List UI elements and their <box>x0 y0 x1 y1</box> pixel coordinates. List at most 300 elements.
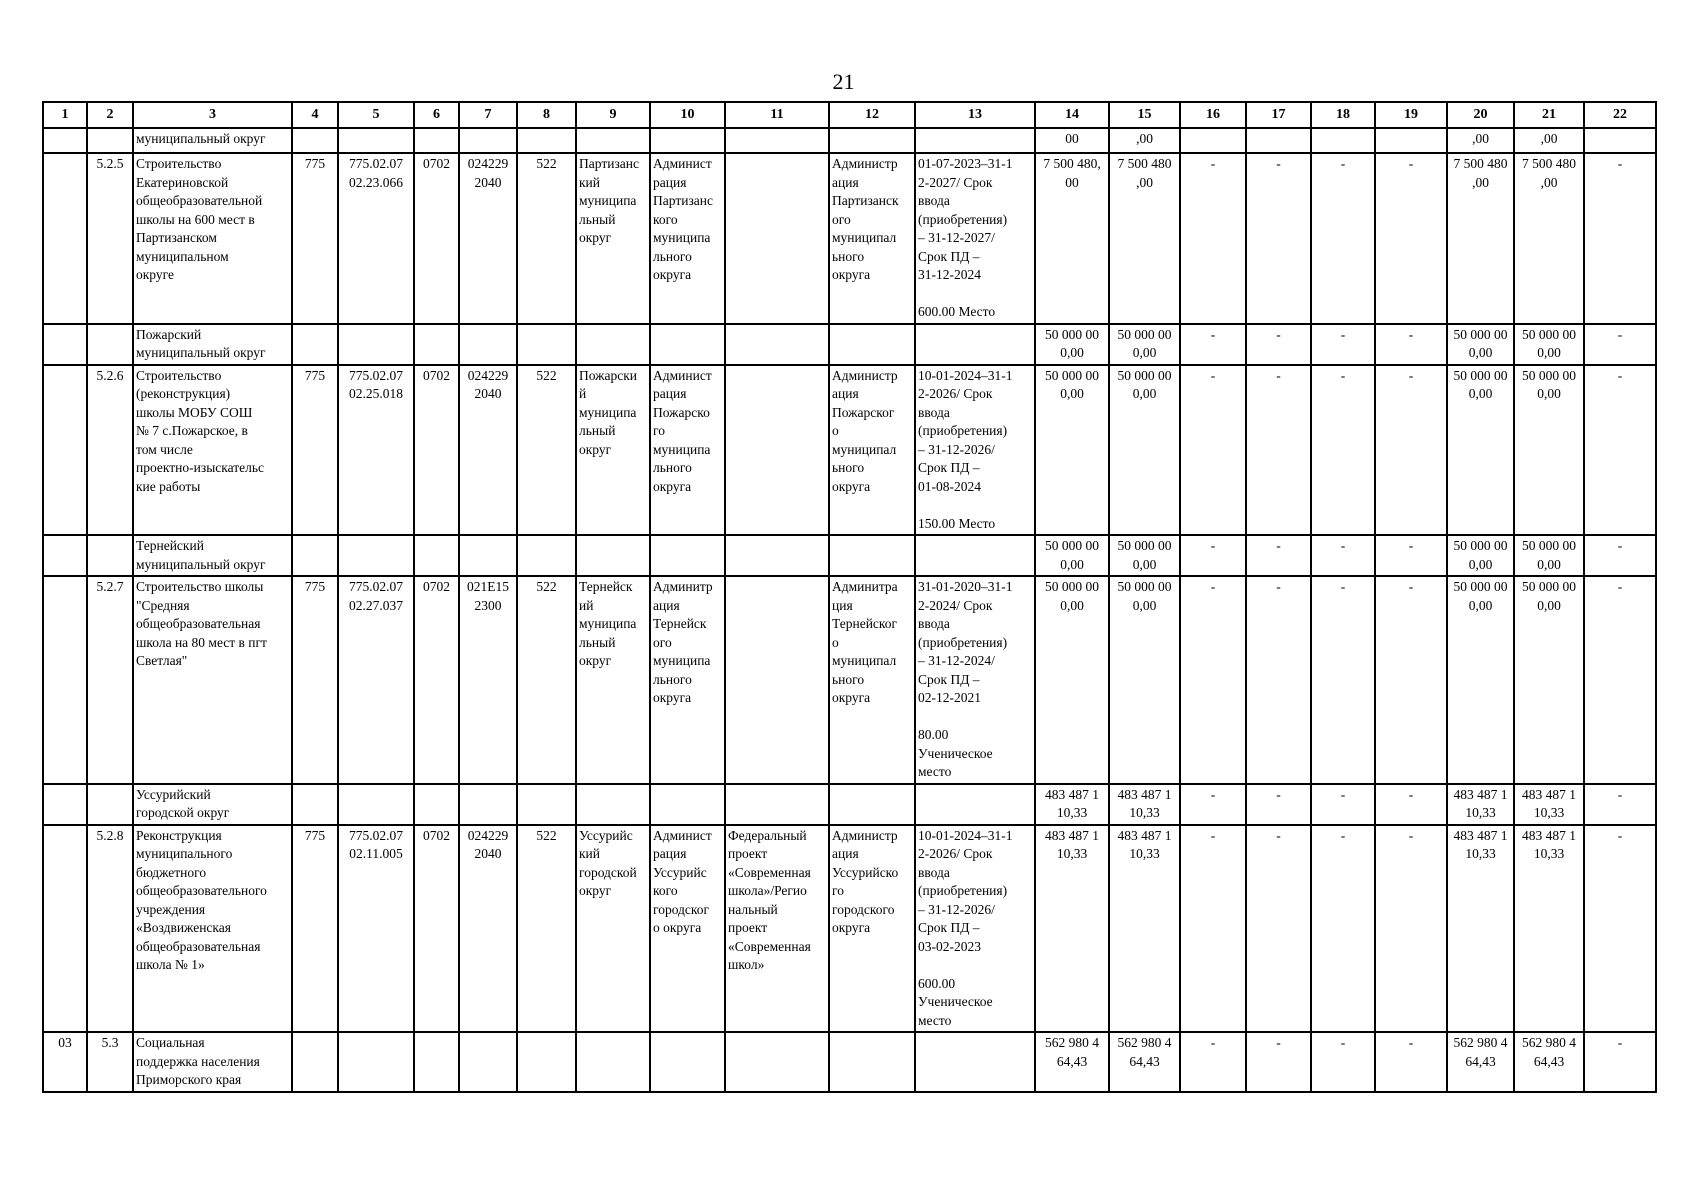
cell-col-11 <box>725 365 829 536</box>
cell-line: ,00 <box>1136 131 1153 146</box>
column-header: 4 <box>292 102 338 128</box>
cell-col-3 <box>133 825 292 1033</box>
cell-col-18: - <box>1311 576 1375 784</box>
cell-col-16: - <box>1180 535 1246 576</box>
cell-line: 50 000 00 <box>1117 538 1172 553</box>
cell-line: 50 000 00 <box>1522 538 1576 553</box>
cell-line: 50 000 00 <box>1045 326 1099 342</box>
cell-line: Срок ПД – <box>918 248 980 264</box>
cell-line: 483 487 1 <box>1522 827 1576 843</box>
cell-line: ация <box>832 846 859 861</box>
cell-line: Реконструкция <box>136 827 222 843</box>
cell-col-15 <box>1109 153 1180 324</box>
cell-col-8 <box>517 128 576 153</box>
cell-col-22: - <box>1584 1032 1656 1092</box>
cell-line: Админитра <box>832 579 898 594</box>
column-header: 21 <box>1514 102 1584 128</box>
cell-line: 483 487 1 <box>1117 827 1172 843</box>
cell-line: общеобразовательного <box>136 883 267 898</box>
cell-line: льного <box>653 460 692 475</box>
column-header: 8 <box>517 102 576 128</box>
cell-col-12 <box>829 128 915 153</box>
cell-line: 03-02-2023 <box>918 938 981 954</box>
cell-line: 600.00 <box>918 975 956 991</box>
cell-col-2: 5.2.6 <box>87 365 133 536</box>
cell-col-4: 775 <box>292 153 338 324</box>
cell-col-21 <box>1514 324 1584 365</box>
cell-col-13 <box>915 153 1035 324</box>
cell-line: муниципальном <box>136 248 229 264</box>
cell-line: 50 000 00 <box>1045 367 1099 383</box>
cell-line: проект <box>728 920 768 935</box>
cell-col-4: 775 <box>292 825 338 1033</box>
cell-line: городской <box>579 864 637 880</box>
cell-line: кого <box>653 211 678 227</box>
cell-col-22: - <box>1584 825 1656 1033</box>
cell-line: 10,33 <box>1465 805 1496 820</box>
cell-line: ьного <box>832 460 865 475</box>
column-header: 2 <box>87 102 133 128</box>
cell-col-15 <box>1109 784 1180 825</box>
cell-line: 7 500 480 <box>1117 156 1172 171</box>
cell-line: 2040 <box>474 846 502 861</box>
cell-col-1 <box>43 576 87 784</box>
cell-col-16: - <box>1180 576 1246 784</box>
cell-col-16: - <box>1180 784 1246 825</box>
cell-line: проектно-изыскательс <box>136 460 265 475</box>
cell-col-2 <box>87 535 133 576</box>
cell-col-6 <box>414 784 459 825</box>
cell-col-8: 522 <box>517 153 576 324</box>
cell-line: Уссурийс <box>653 864 707 880</box>
cell-line: 562 980 4 <box>1522 1035 1576 1050</box>
cell-line: 50 000 00 <box>1453 367 1508 383</box>
cell-col-20 <box>1447 324 1514 365</box>
cell-col-16: - <box>1180 825 1246 1033</box>
cell-col-10 <box>650 324 725 365</box>
cell-line: 50 000 00 <box>1117 579 1172 594</box>
cell-col-16 <box>1180 128 1246 153</box>
cell-line: – 31-12-2026/ <box>918 901 995 917</box>
cell-col-5 <box>338 128 414 153</box>
cell-line: 2040 <box>474 174 502 190</box>
cell-col-19: - <box>1375 825 1447 1033</box>
cell-col-19: - <box>1375 365 1447 536</box>
cell-col-13 <box>915 825 1035 1033</box>
cell-col-11 <box>725 1032 829 1092</box>
cell-line: муниципального <box>136 846 233 861</box>
cell-col-7 <box>459 153 517 324</box>
cell-col-5 <box>338 576 414 784</box>
cell-col-7 <box>459 576 517 784</box>
cell-line: округа <box>653 267 692 282</box>
cell-col-4: 775 <box>292 365 338 536</box>
cell-line: 02.23.066 <box>349 174 403 190</box>
cell-col-3 <box>133 784 292 825</box>
cell-line: 775.02.07 <box>349 827 403 843</box>
cell-col-20 <box>1447 365 1514 536</box>
cell-col-3 <box>133 535 292 576</box>
table-row <box>43 128 1656 153</box>
cell-line: 00 <box>1065 131 1079 146</box>
cell-col-18: - <box>1311 365 1375 536</box>
cell-col-7 <box>459 365 517 536</box>
cell-col-6 <box>414 324 459 365</box>
cell-line: 483 487 1 <box>1522 786 1576 802</box>
cell-line: муниципа <box>579 404 637 420</box>
cell-line: – 31-12-2026/ <box>918 441 995 457</box>
cell-col-15 <box>1109 324 1180 365</box>
cell-line: Админист <box>653 156 712 171</box>
table-row <box>43 576 1656 784</box>
cell-line: Админист <box>653 827 712 843</box>
cell-col-3 <box>133 1032 292 1092</box>
cell-col-22: - <box>1584 535 1656 576</box>
cell-col-13 <box>915 365 1035 536</box>
cell-line: 0,00 <box>1468 556 1493 572</box>
column-header: 10 <box>650 102 725 128</box>
cell-line: 024229 <box>467 827 509 843</box>
cell-col-19: - <box>1375 784 1447 825</box>
cell-col-17 <box>1246 128 1311 153</box>
table-row <box>43 324 1656 365</box>
cell-line: 2-2026/ Срок <box>918 386 993 401</box>
cell-line: школы МОБУ СОШ <box>136 404 253 420</box>
cell-line: Тернейск <box>653 616 707 631</box>
cell-line: (реконструкция) <box>136 386 231 401</box>
cell-line: 64,43 <box>1056 1053 1088 1069</box>
table-row <box>43 1032 1656 1092</box>
cell-col-10 <box>650 825 725 1033</box>
cell-col-1 <box>43 128 87 153</box>
cell-line: 02.11.005 <box>349 846 403 861</box>
cell-line: муниципальный округ <box>136 556 266 572</box>
cell-line: 50 000 00 <box>1117 367 1172 383</box>
cell-line: общеобразовательная <box>136 616 261 631</box>
cell-col-21 <box>1514 576 1584 784</box>
cell-col-12 <box>829 153 915 324</box>
cell-col-10 <box>650 128 725 153</box>
cell-col-9 <box>576 784 650 825</box>
cell-col-14 <box>1035 365 1109 536</box>
column-header: 11 <box>725 102 829 128</box>
cell-col-19 <box>1375 128 1447 153</box>
column-header: 20 <box>1447 102 1514 128</box>
cell-col-22: - <box>1584 576 1656 784</box>
cell-line: рация <box>653 846 687 861</box>
cell-line: 024229 <box>467 156 509 171</box>
cell-line: 10,33 <box>1056 805 1088 820</box>
cell-col-8: 522 <box>517 825 576 1033</box>
cell-line: "Средняя <box>136 597 190 613</box>
cell-line: ввода <box>918 193 950 208</box>
cell-line: Пожарског <box>832 404 895 420</box>
cell-line: Партизанс <box>653 193 713 208</box>
cell-line: место <box>918 764 952 779</box>
cell-col-17: - <box>1246 365 1311 536</box>
cell-line: 0,00 <box>1060 345 1084 360</box>
cell-col-5 <box>338 153 414 324</box>
cell-col-17: - <box>1246 535 1311 576</box>
cell-line: Ученическое <box>918 745 993 761</box>
cell-line: ация <box>832 386 859 401</box>
column-header: 22 <box>1584 102 1656 128</box>
cell-col-22: - <box>1584 324 1656 365</box>
cell-col-17: - <box>1246 825 1311 1033</box>
cell-line: муниципа <box>653 441 711 457</box>
cell-line: 01-08-2024 <box>918 478 981 494</box>
cell-col-8 <box>517 1032 576 1092</box>
cell-line: 562 980 4 <box>1453 1035 1508 1050</box>
cell-line: льный <box>579 211 616 227</box>
cell-line: ,00 <box>1136 174 1153 190</box>
cell-line: кие работы <box>136 478 201 494</box>
cell-line: 50 000 00 <box>1522 367 1576 383</box>
cell-line: ий <box>579 597 594 613</box>
cell-line: 775.02.07 <box>349 579 403 594</box>
cell-col-13 <box>915 128 1035 153</box>
cell-line <box>918 496 1032 515</box>
cell-line: 483 487 1 <box>1045 827 1099 843</box>
cell-col-6: 0702 <box>414 365 459 536</box>
cell-line: 50 000 00 <box>1117 326 1172 342</box>
cell-line: о округа <box>653 920 702 935</box>
cell-col-15 <box>1109 365 1180 536</box>
cell-line: Партизанском <box>136 230 217 245</box>
cell-col-18: - <box>1311 153 1375 324</box>
cell-col-19: - <box>1375 1032 1447 1092</box>
cell-line: ввода <box>918 864 950 880</box>
cell-line: кого <box>653 883 678 898</box>
cell-line: муниципа <box>653 230 711 245</box>
cell-line: муниципа <box>579 616 637 631</box>
cell-line: муниципал <box>832 230 897 245</box>
cell-col-8: 522 <box>517 365 576 536</box>
cell-line: о <box>832 423 839 438</box>
column-header: 3 <box>133 102 292 128</box>
cell-col-2: 5.3 <box>87 1032 133 1092</box>
cell-col-6: 0702 <box>414 825 459 1033</box>
cell-col-4 <box>292 784 338 825</box>
cell-line: «Современная <box>728 864 811 880</box>
cell-line: 50 000 00 <box>1045 579 1099 594</box>
cell-col-17: - <box>1246 784 1311 825</box>
cell-line: Админитр <box>653 579 713 594</box>
cell-line: муниципальный округ <box>136 131 266 146</box>
cell-line: 02.27.037 <box>349 597 403 613</box>
cell-col-16: - <box>1180 324 1246 365</box>
cell-line: рация <box>653 386 687 401</box>
cell-line: Тернейског <box>832 616 898 631</box>
cell-col-15 <box>1109 825 1180 1033</box>
cell-line: учреждения <box>136 901 206 917</box>
cell-line: № 7 с.Пожарское, в <box>136 423 248 438</box>
cell-line: 10-01-2024–31-1 <box>918 827 1013 843</box>
cell-col-16: - <box>1180 1032 1246 1092</box>
cell-line: 64,43 <box>1465 1053 1496 1069</box>
cell-line: 150.00 Место <box>918 515 996 531</box>
cell-col-9 <box>576 365 650 536</box>
cell-col-2: 5.2.5 <box>87 153 133 324</box>
cell-line: 80.00 <box>918 727 949 742</box>
cell-line: проект <box>728 846 768 861</box>
cell-col-21 <box>1514 365 1584 536</box>
column-header: 14 <box>1035 102 1109 128</box>
cell-col-11 <box>725 128 829 153</box>
cell-line: общеобразовательная <box>136 938 261 954</box>
cell-col-5 <box>338 365 414 536</box>
cell-line: 01-07-2023–31-1 <box>918 156 1013 171</box>
cell-line: 775.02.07 <box>349 156 403 171</box>
cell-col-21 <box>1514 1032 1584 1092</box>
cell-line: 10,33 <box>1533 846 1565 861</box>
cell-col-21 <box>1514 535 1584 576</box>
cell-line: Пожарско <box>653 404 710 420</box>
cell-col-3 <box>133 128 292 153</box>
cell-line: школ» <box>728 957 765 972</box>
column-header: 5 <box>338 102 414 128</box>
cell-col-7 <box>459 535 517 576</box>
cell-line: 0,00 <box>1537 597 1561 613</box>
cell-col-8: 522 <box>517 576 576 784</box>
cell-col-22 <box>1584 128 1656 153</box>
cell-col-5 <box>338 324 414 365</box>
cell-line: Тернейский <box>136 538 204 553</box>
cell-col-13 <box>915 1032 1035 1092</box>
cell-line: 10,33 <box>1056 846 1088 861</box>
cell-col-19: - <box>1375 576 1447 784</box>
cell-col-12 <box>829 535 915 576</box>
cell-col-7 <box>459 784 517 825</box>
cell-col-2 <box>87 128 133 153</box>
cell-col-17: - <box>1246 1032 1311 1092</box>
cell-line: муниципа <box>579 193 637 208</box>
cell-col-20 <box>1447 576 1514 784</box>
cell-line: кий <box>579 174 601 190</box>
cell-line: Федеральный <box>728 827 807 843</box>
cell-line: ,00 <box>1540 174 1558 190</box>
cell-line: округа <box>832 690 871 705</box>
cell-line: Админист <box>653 367 712 383</box>
cell-col-2 <box>87 324 133 365</box>
cell-col-4 <box>292 1032 338 1092</box>
cell-col-8 <box>517 784 576 825</box>
cell-col-9 <box>576 535 650 576</box>
cell-line: 024229 <box>467 367 509 383</box>
cell-line: 31-12-2024 <box>918 267 981 282</box>
cell-col-19: - <box>1375 153 1447 324</box>
cell-col-4: 775 <box>292 576 338 784</box>
cell-line: поддержка населения <box>136 1053 260 1069</box>
cell-line: 2300 <box>474 597 502 613</box>
cell-line <box>918 708 1032 727</box>
cell-line: округ <box>579 653 612 668</box>
cell-line: льный <box>579 423 616 438</box>
cell-line: городского <box>832 901 895 917</box>
cell-col-16: - <box>1180 365 1246 536</box>
cell-line: 2040 <box>474 386 502 401</box>
cell-col-16: - <box>1180 153 1246 324</box>
cell-col-15 <box>1109 128 1180 153</box>
column-header: 19 <box>1375 102 1447 128</box>
cell-col-12 <box>829 825 915 1033</box>
cell-col-20 <box>1447 535 1514 576</box>
cell-line: ,00 <box>1472 174 1489 190</box>
cell-col-21 <box>1514 153 1584 324</box>
cell-col-12 <box>829 784 915 825</box>
cell-line: 2-2026/ Срок <box>918 846 993 861</box>
cell-line: 021E15 <box>467 579 509 594</box>
cell-line: 0,00 <box>1468 386 1493 401</box>
cell-col-15 <box>1109 576 1180 784</box>
cell-col-13 <box>915 535 1035 576</box>
cell-col-11 <box>725 576 829 784</box>
cell-line: го <box>832 883 844 898</box>
cell-col-10 <box>650 1032 725 1092</box>
cell-col-2 <box>87 784 133 825</box>
cell-col-13 <box>915 576 1035 784</box>
cell-line: 00 <box>1065 174 1079 190</box>
cell-col-14 <box>1035 535 1109 576</box>
cell-line: 0,00 <box>1060 386 1084 401</box>
cell-col-14 <box>1035 1032 1109 1092</box>
cell-line: ввода <box>918 404 950 420</box>
cell-col-11 <box>725 825 829 1033</box>
cell-line: 0,00 <box>1537 556 1561 572</box>
cell-col-8 <box>517 535 576 576</box>
table-row <box>43 153 1656 324</box>
cell-line: школа»/Регио <box>728 883 807 898</box>
cell-line: Ученическое <box>918 994 993 1009</box>
cell-line: 10-01-2024–31-1 <box>918 367 1013 383</box>
cell-col-5 <box>338 784 414 825</box>
cell-col-3 <box>133 576 292 784</box>
cell-col-9 <box>576 576 650 784</box>
cell-line: 0,00 <box>1132 345 1157 360</box>
cell-col-20 <box>1447 784 1514 825</box>
cell-line: муниципальный округ <box>136 345 266 360</box>
cell-line: городской округ <box>136 805 230 820</box>
cell-line: ация <box>832 174 859 190</box>
cell-line: 0,00 <box>1537 386 1561 401</box>
table-row <box>43 825 1656 1033</box>
cell-col-3 <box>133 365 292 536</box>
cell-line: 10,33 <box>1533 805 1565 820</box>
cell-col-11 <box>725 153 829 324</box>
column-header: 18 <box>1311 102 1375 128</box>
cell-col-7 <box>459 1032 517 1092</box>
cell-line: округ <box>579 883 612 898</box>
column-header: 9 <box>576 102 650 128</box>
cell-col-1 <box>43 324 87 365</box>
cell-col-19: - <box>1375 324 1447 365</box>
cell-line: 0,00 <box>1132 597 1157 613</box>
cell-col-10 <box>650 535 725 576</box>
cell-col-6: 0702 <box>414 576 459 784</box>
cell-line: льного <box>653 248 692 264</box>
cell-col-9 <box>576 153 650 324</box>
cell-line: 50 000 00 <box>1522 579 1576 594</box>
cell-line: 7 500 480 <box>1453 156 1508 171</box>
cell-line: «Воздвиженская <box>136 920 231 935</box>
cell-line: Строительство <box>136 156 222 171</box>
cell-col-21 <box>1514 128 1584 153</box>
column-header: 7 <box>459 102 517 128</box>
cell-line: 483 487 1 <box>1453 786 1508 802</box>
cell-col-18: - <box>1311 1032 1375 1092</box>
cell-line: й <box>579 386 587 401</box>
cell-line <box>918 956 1032 975</box>
